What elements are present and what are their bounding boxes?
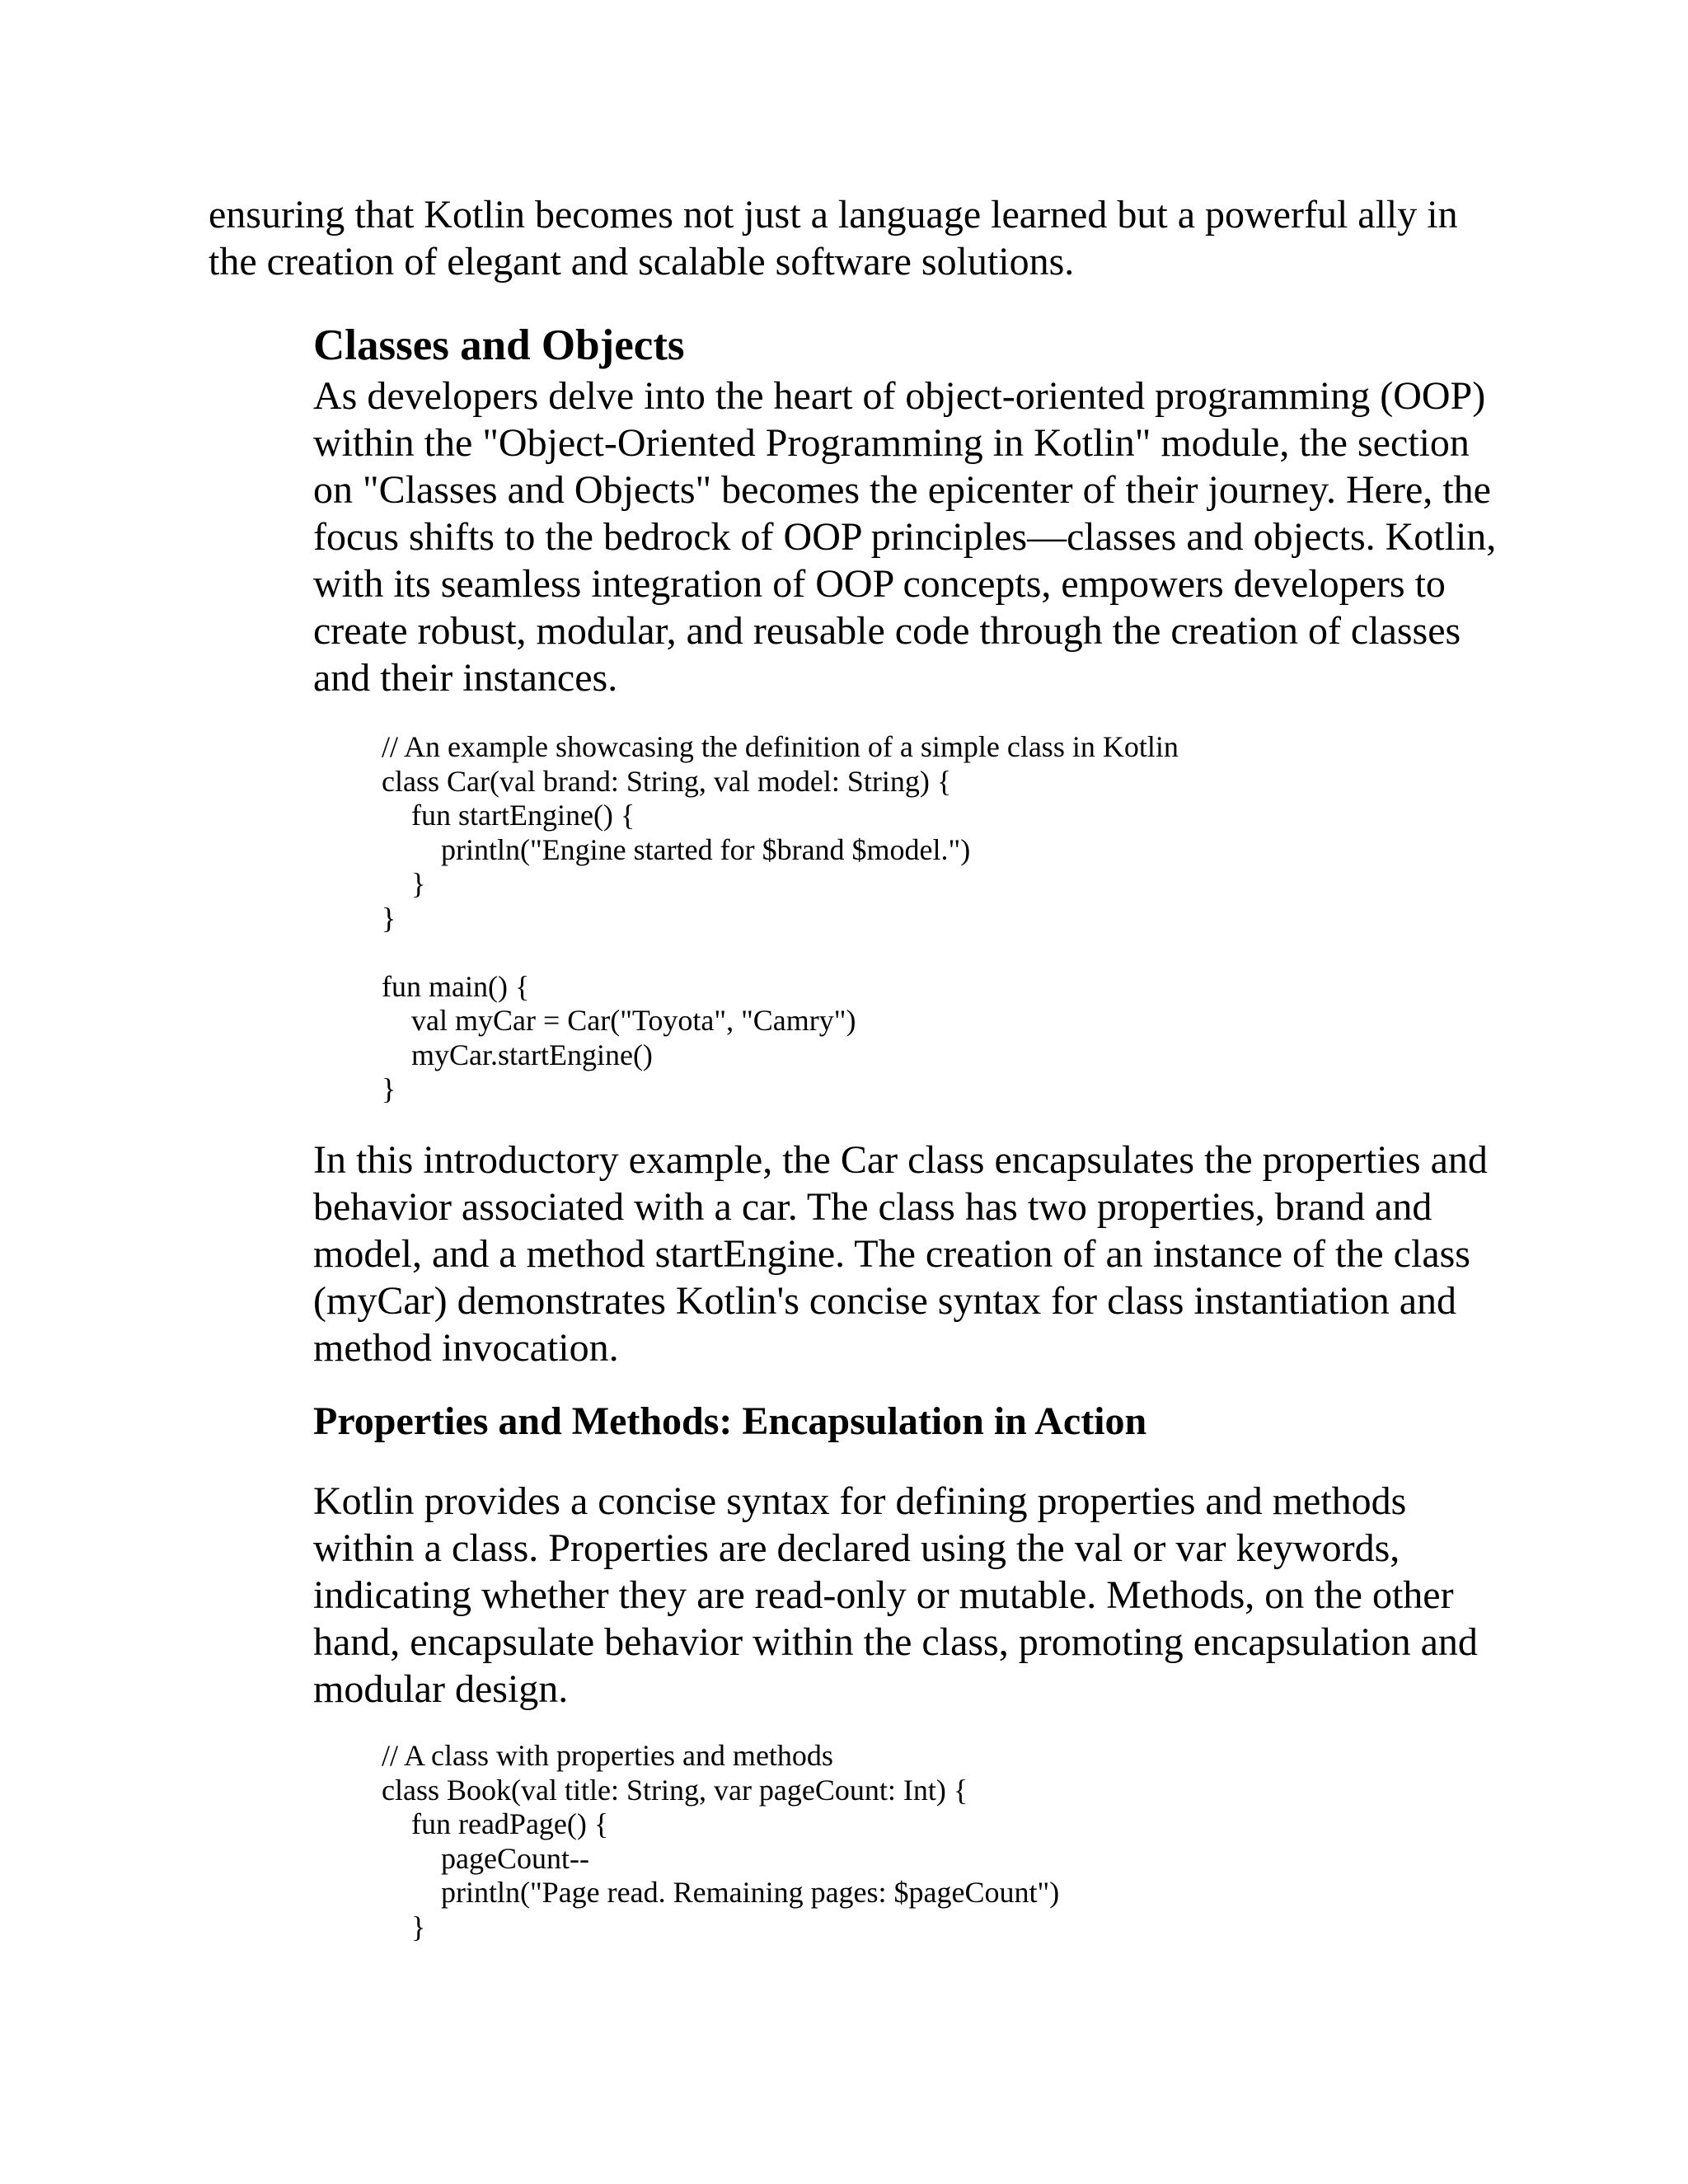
code-line-blank: [382, 935, 1179, 970]
code-line: myCar.startEngine(): [382, 1038, 653, 1071]
heading-classes-and-objects: Classes and Objects: [313, 321, 685, 369]
code-line: println("Engine started for $brand $model."): [382, 832, 971, 866]
intro-paragraph: ensuring that Kotlin becomes not just a language learned but a powerful ally in the creation of elegant and scalable software solutions.: [209, 193, 1458, 284]
code-line: class Car(val brand: String, val model: String) {: [382, 764, 952, 798]
code-line: pageCount--: [382, 1841, 589, 1875]
code-line: fun readPage() {: [382, 1807, 609, 1840]
code-line: }: [382, 867, 426, 900]
code-line: // An example showcasing the definition of a simple class in Kotlin: [382, 730, 1179, 763]
code-line: }: [382, 901, 396, 935]
code-line: fun main() {: [382, 969, 530, 1003]
car-explanation-paragraph: In this introductory example, the Car class encapsulates the properties and behavior associated with a car. The class has two properties, brand and model, and a method startEngine. The creation of an instance of the class (myCar) demonstrates Kotlin's concise syntax for class instantiation and method invocation.: [313, 1138, 1488, 1370]
code-line: }: [382, 1910, 426, 1943]
code-line: // A class with properties and methods: [382, 1739, 833, 1772]
code-line: val myCar = Car("Toyota", "Camry"): [382, 1004, 856, 1037]
code-line: println("Page read. Remaining pages: $pageCount"): [382, 1876, 1060, 1909]
code-line: fun startEngine() {: [382, 799, 635, 832]
code-line: class Book(val title: String, var pageCount: Int) {: [382, 1773, 968, 1807]
code-line: }: [382, 1072, 396, 1105]
heading-properties-and-methods: Properties and Methods: Encapsulation in Action: [313, 1399, 1147, 1443]
code-block-car: [382, 730, 1179, 1107]
properties-paragraph: Kotlin provides a concise syntax for defining properties and methods within a class. Properties are declared using the val or var keywords, indicating whether they are read-only or mutable. Methods, on the other hand, encapsulate behavior within the class, promoting encapsulation and modular design.: [313, 1479, 1478, 1711]
code-block-book: [382, 1739, 1059, 1944]
classes-paragraph: As developers delve into the heart of object-oriented programming (OOP) within the "Object-Oriented Programming in Kotlin" module, the section on "Classes and Objects" becomes the epicenter of their journey. Here, the focus shifts to the bedrock of OOP principles—classes and objects. Kotlin, with its seamless integration of OOP concepts, empowers developers to create robust, modular, and reusable code through the creation of classes and their instances.: [313, 374, 1497, 700]
